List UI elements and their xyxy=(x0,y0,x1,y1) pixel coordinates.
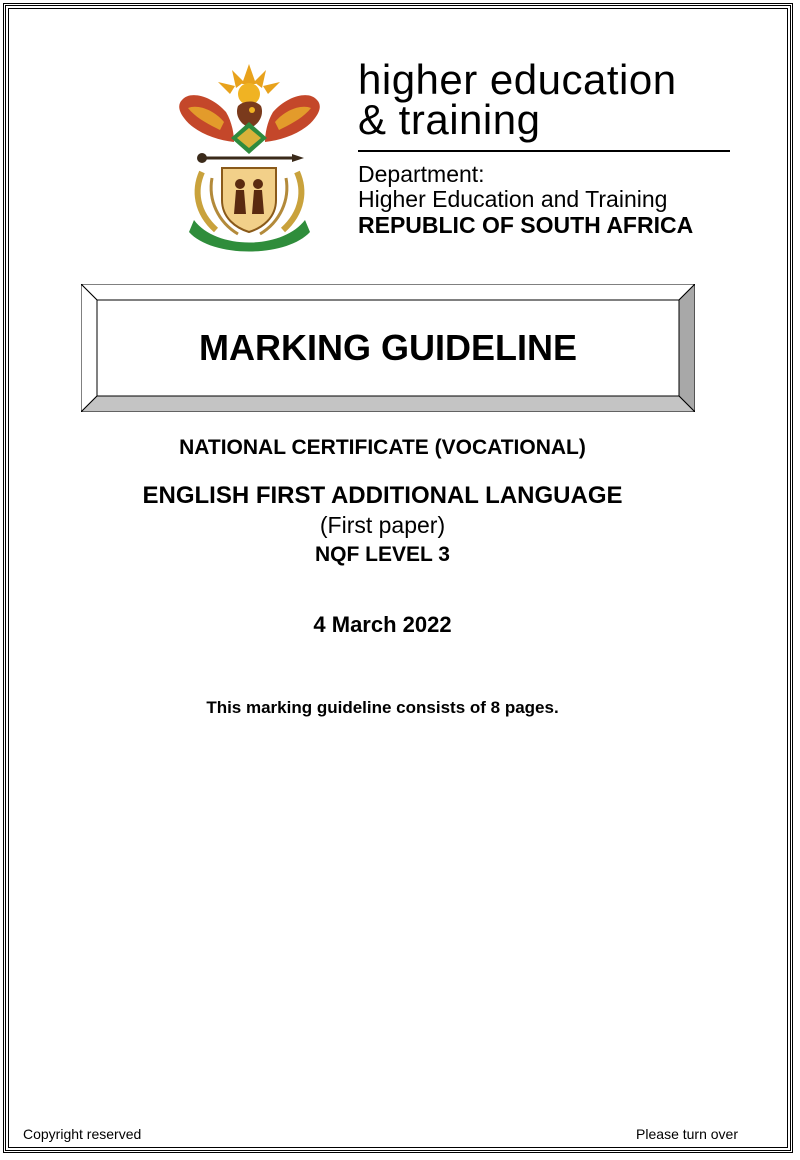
letterhead xyxy=(172,56,742,255)
paper: (First paper) xyxy=(319,512,446,538)
department-label: Department: xyxy=(358,161,485,187)
footer-copyright: Copyright reserved xyxy=(23,1126,142,1142)
title-frame xyxy=(81,284,695,412)
brand-divider xyxy=(358,150,730,152)
subject: ENGLISH FIRST ADDITIONAL LANGUAGE xyxy=(142,482,623,509)
brand-line-1: higher education xyxy=(358,56,677,103)
page-count-note: This marking guideline consists of 8 pages. xyxy=(206,698,559,717)
footer-turn-over: Please turn over xyxy=(636,1126,738,1142)
country-name: REPUBLIC OF SOUTH AFRICA xyxy=(358,212,694,238)
nqf-level: NQF LEVEL 3 xyxy=(315,543,450,566)
exam-date: 4 March 2022 xyxy=(313,612,452,637)
department-brand xyxy=(358,56,738,239)
department-name: Higher Education and Training xyxy=(358,186,668,212)
south-africa-coat-of-arms-icon xyxy=(172,60,327,252)
qualification: NATIONAL CERTIFICATE (VOCATIONAL) xyxy=(179,436,586,459)
document-title: MARKING GUIDELINE xyxy=(199,327,577,368)
brand-line-2: & training xyxy=(358,96,541,143)
